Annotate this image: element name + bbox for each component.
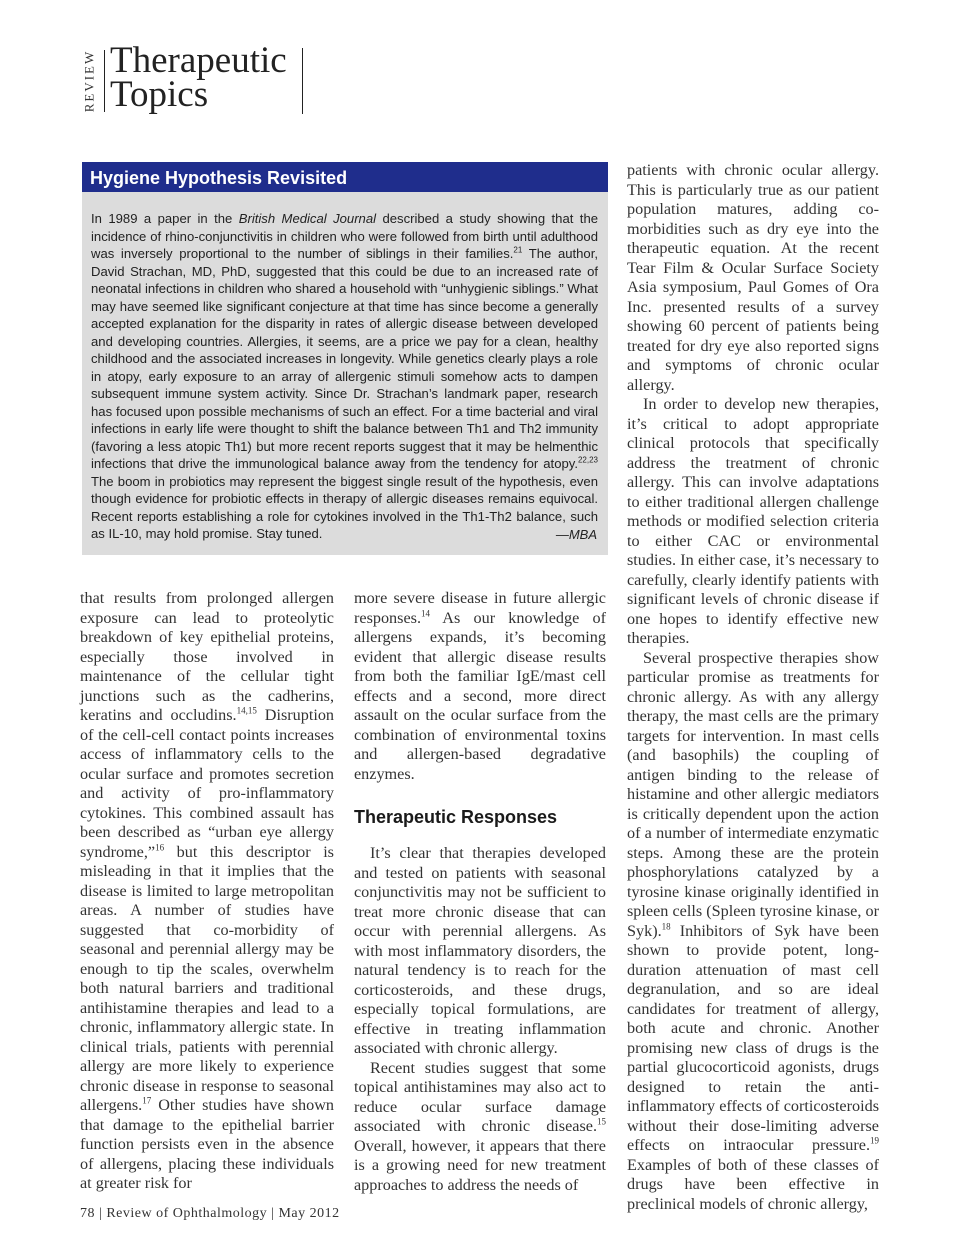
paragraph: more severe disease in future allergic responses.$^{14}$ As our knowledge of allergens expands, it’s becoming evident that allergic disease results from both the familiar IgE/mast cell effects and a second, more direct assault on the ocular surface from the combination of environmental toxins and allergen-based degradative enzymes. <box>354 589 606 783</box>
paragraph: that results from prolonged allergen exposure can lead to proteolytic breakdown of key epithelial proteins, especially those involved in maintenance of the cellular tight junctions such as the cadherins, keratins and occludins.$^{14,15}$ Disruption of the cell-cell contact points increases access of inflammatory cells to the ocular surface and promotes secretion and activity of pro-inflammatory cytokines. This combined assault has been described as “urban eye allergy syndrome,”$^{16}$ but this descriptor is misleading in that it implies that the disease is limited to large metropolitan areas. A number of studies have suggested that co-morbidity of seasonal and perennial allergy may be enough to tip the scales, overwhelm both natural barriers and traditional antihistamine therapies and lead to a chronic, inflammatory allergic state. In clinical trials, patients with perennial allergy are more likely to experience chronic disease in response to seasonal allergens.$^{17}$ Other studies have shown that damage to the epithelial barrier function persists even in the absence of allergens, placing these individuals at greater risk for <box>80 589 335 1192</box>
section-label: REVIEW <box>80 50 105 112</box>
paragraph: Several prospective therapies show particular promise as treatments for chronic allergy. As with any allergy therapy, the mast cells are the primary targets for intervention. In mast cells (and basophils) the coupling of antigen binding to the release of histamine and other allergic mediators is critically dependent upon the action of a number of intermediate enzymatic steps. Among these are the protein phosphorylations catalyzed by a tyrosine kinase originally identified in spleen cells (Spleen tyrosine kinase, or Syk).$^{18}$ Inhibitors of Syk have been shown to provide potent, long-duration attenuation of mast cell degranulation, and so are ideal candidates for treatment of allergy, both acute and chronic. Another promising new class of drugs is the partial glucocorticoid agonists, drugs designed to retain the anti-inflammatory effects of corticosteroids without their dose-limiting adverse effects on intraocular pressure.$^{19}$ Examples of both of these classes of drugs have been effective in preclinical models of chronic allergy, <box>627 648 879 1213</box>
page-footer: 78 | Review of Ophthalmology | May 2012 <box>80 1206 340 1221</box>
column-2 <box>354 589 606 1195</box>
paragraph: In order to develop new therapies, it’s critical to adopt appropriate clinical protocols that specifically address the treatment of chronic allergy. This can involve adaptations to either traditional allergen challenge methods or modified selection criteria to either CAC or environmental studies. In either case, it’s necessary to carefully, clearly identify patients with significant levels of chronic disease if one hopes to identify effective new therapies. <box>627 395 879 647</box>
subheading: Therapeutic Responses <box>354 807 558 827</box>
sidebar-title: Hygiene Hypothesis Revisited <box>82 162 608 192</box>
paragraph: It’s clear that therapies developed and tested on patients with seasonal conjunctivitis may not be sufficient to treat more chronic disease that can occur with perennial allergens. As with most inflammatory disorders, the natural tendency is to reach for the corticosteroids, and these drugs, especially topical formulations, are effective in treating inflammation associated with chronic allergy. <box>354 844 606 1057</box>
page-number: 78 <box>80 1206 95 1221</box>
journal-name: Review of Ophthalmology <box>106 1206 268 1221</box>
issue-date: May 2012 <box>278 1206 340 1221</box>
column-1 <box>80 589 334 1194</box>
paragraph: Recent studies suggest that some topical antihistamines may also act to reduce ocular surface damage associated with chronic disease.$^{15}$ Overall, however, it appears that there is a growing need for new treatment approaches to address the needs of <box>354 1058 606 1194</box>
sidebar-body: In 1989 a paper in the British Medical Journal described a study showing that the incidence of rhino-conjunctivitis in children who were followed from birth until adulthood was inversely proportional to the number of siblings in their families.$^{21}$ The author, David Strachan, MD, PhD, suggested that this could be due to an increased rate of neonatal infections in children who shared a household with “unhygienic siblings.” What may have seemed like significant conjecture at that time has since become a generally accepted explanation for the disparity in rates of allergic disease between developed and developing countries. Allergies, it seems, are a price we pay for a clean, healthy childhood and the associated increases in longevity. While genetics clearly plays a role in atopy, early exposure to an array of allergenic stimuli somehow acts to dampen subsequent immune system activity. Since Dr. Strachan’s landmark paper, research has focused upon possible mechanisms of such an effect. For a time bacterial and viral infections in early life were thought to shift the balance between Th1 and Th2 immunity (favoring a less atopic Th1) but more recent reports suggest that it may be helmenthic infections that drive the immunological balance away from the tendency for atopy.$^{22,23}$ The boom in probiotics may represent the biggest single result of the hypothesis, even though evidence for probiotic effects in therapy of allergic diseases remains equivocal. Recent reports establishing a role for cytokines involved in the Th1-Th2 balance, such as IL-10, may hold promise. Stay tuned. <box>91 211 599 541</box>
sidebar-box <box>82 162 608 555</box>
paragraph: patients with chronic ocular allergy. This is particularly true as our patient population matures, adding co-morbidities such as dry eye into the therapeutic equation. At the recent Tear Film & Ocular Surface Society Asia symposium, Paul Gomes of Ora Inc. presented results of a survey showing 60 percent of patients being treated for dry eye also reported signs and symptoms of chronic ocular allergy. <box>627 161 879 394</box>
section-title: Therapeutic Topics <box>110 40 287 115</box>
column-3 <box>627 161 879 1214</box>
sidebar-signature: —MBA <box>555 527 597 542</box>
title-divider <box>302 48 303 114</box>
